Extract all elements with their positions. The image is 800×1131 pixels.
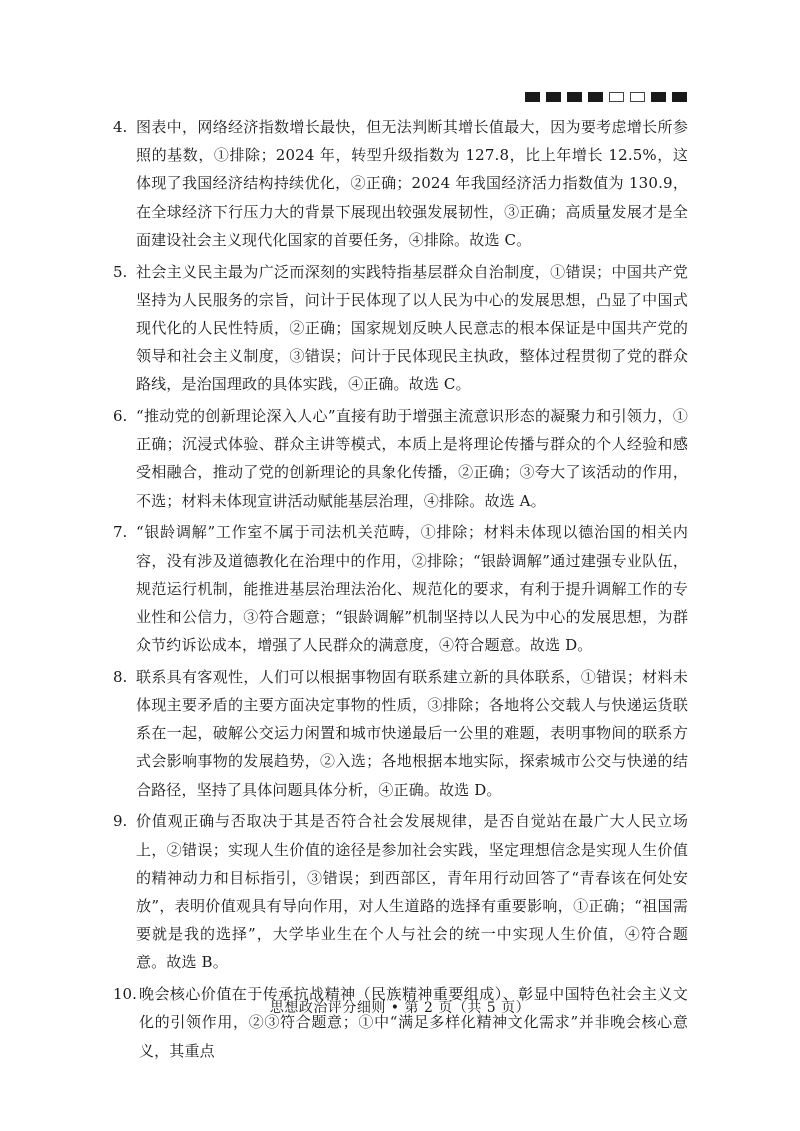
answer-item-8 bbox=[113, 663, 688, 804]
header-mark-7 bbox=[651, 92, 666, 102]
header-mark-6 bbox=[630, 92, 645, 102]
item-text: “推动党的创新理论深入人心”直接有助于增强主流意识形态的凝聚力和引领力，①正确；沉浸式体验、群众主讲等模式，本质上是将理论传播与群众的个人经验和感受相融合，推动了党的创新理论的具象化传播，②正确；③夸大了该活动的作用，不选；材料未体现宣讲活动赋能基层治理，④排除。故选 A。 bbox=[136, 407, 688, 510]
answer-item-5 bbox=[113, 258, 688, 399]
item-text: 联系具有客观性，人们可以根据事物固有联系建立新的具体联系，①错误；材料未体现主要矛盾的主要方面决定事物的性质，③排除；各地将公交载人与快递运货联系在一起，破解公交运力闲置和城市快递最后一公里的难题，表明事物间的联系方式会影响事物的发展趋势，②入选；各地根据本地实际，探索城市公交与快递的结合路径，坚持了具体问题具体分析，④正确。故选 D。 bbox=[136, 667, 688, 799]
header-mark-3 bbox=[567, 92, 582, 102]
item-number: 10. bbox=[113, 985, 137, 1004]
page-footer: 思想政治评分细则 • 第 2 页（共 5 页） bbox=[269, 1000, 531, 1016]
item-number: 4. bbox=[113, 118, 128, 136]
answer-explanations bbox=[113, 113, 688, 1068]
item-number: 6. bbox=[113, 407, 128, 426]
header-mark-4 bbox=[588, 92, 603, 102]
item-text: 价值观正确与否取决于其是否符合社会发展规律，是否自觉站在最广大人民立场上，②错误；实现人生价值的途径是参加社会实践，坚定理想信念是实现人生价值的精神动力和目标指引，③错误；到西部区，青年用行动回答了“青春该在何处安放”，表明价值观具有导向作用，对人生道路的选择有重要影响，①正确；“祖国需要就是我的选择”，大学毕业生在个人与社会的统一中实现人生价值，④符合题意。故选 B。 bbox=[136, 812, 688, 972]
item-number: 9. bbox=[113, 812, 128, 831]
answer-item-7 bbox=[113, 518, 688, 659]
item-text: 社会主义民主最为广泛而深刻的实践特指基层群众自治制度，①错误；中国共产党坚持为人民服务的宗旨，问计于民体现了以人民为中心的发展思想，凸显了中国式现代化的人民性特质，②正确；国家规划反映人民意志的根本保证是中国共产党的领导和社会主义制度，③错误；问计于民体现民主执政，整体过程贯彻了党的群众路线，是治国理政的具体实践，④正确。故选 C。 bbox=[136, 262, 688, 394]
answer-item-6 bbox=[113, 402, 688, 515]
item-text: 图表中，网络经济指数增长最快，但无法判断其增长值最大，因为要考虑增长所参照的基数，①排除；2024 年，转型升级指数为 127.8，比上年增长 12.5%，这体现了我国经济结构持续优化，②正确；2024 年我国经济活力指数值为 130.9，在全球经济下行压力大的背景下展现出较强发展韧性，③正确；高质量发展才是全面建设社会主义现代化国家的首要任务，④排除。故选 C。 bbox=[136, 118, 688, 249]
header-marks bbox=[525, 92, 687, 102]
item-text: “银龄调解”工作室不属于司法机关范畴，①排除；材料未体现以德治国的相关内容，没有涉及道德教化在治理中的作用，②排除；“银龄调解”通过建强专业队伍，规范运行机制，能推进基层治理法治化、规范化的要求，有利于提升调解工作的专业性和公信力，③符合题意；“银龄调解”机制坚持以人民为中心的发展思想，为群众节约诉讼成本，增强了人民群众的满意度，④符合题意。故选 D。 bbox=[136, 523, 688, 655]
answer-item-9 bbox=[113, 807, 688, 976]
answer-item-10 bbox=[113, 980, 688, 1065]
answer-item-4 bbox=[113, 113, 688, 254]
item-text: 晚会核心价值在于传承抗战精神（民族精神重要组成）、彰显中国特色社会主义文化的引领作用，②③符合题意；①中“满足多样化精神文化需求”并非晚会核心意义，其重点 bbox=[139, 985, 688, 1060]
header-mark-1 bbox=[525, 92, 540, 102]
header-mark-8 bbox=[672, 92, 687, 102]
header-mark-2 bbox=[546, 92, 561, 102]
item-number: 7. bbox=[113, 523, 128, 542]
header-mark-5 bbox=[609, 92, 624, 102]
item-number: 8. bbox=[113, 667, 128, 686]
item-number: 5. bbox=[113, 262, 128, 281]
